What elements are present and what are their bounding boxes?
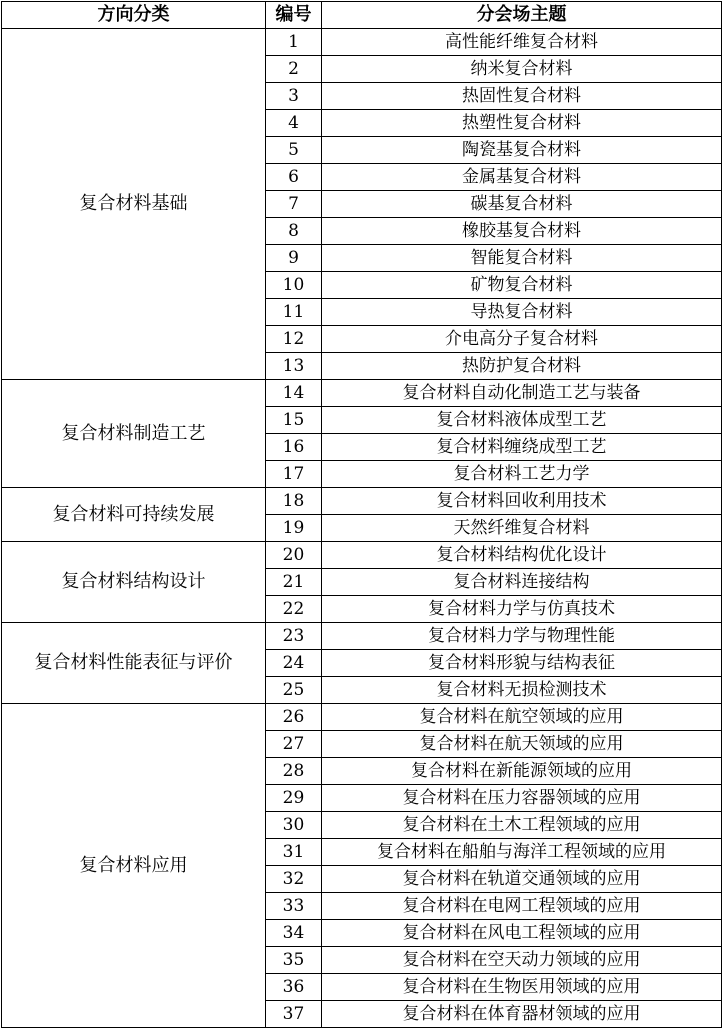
- category-cell: 复合材料可持续发展: [2, 488, 266, 542]
- topic-cell: 复合材料在新能源领域的应用: [322, 758, 722, 785]
- number-cell: 37: [266, 1001, 322, 1028]
- topic-cell: 复合材料自动化制造工艺与装备: [322, 380, 722, 407]
- number-cell: 4: [266, 110, 322, 137]
- table-row: [2, 542, 722, 569]
- number-cell: 20: [266, 542, 322, 569]
- topic-cell: 复合材料在空天动力领域的应用: [322, 947, 722, 974]
- table-body: [2, 29, 722, 1028]
- session-table: [1, 1, 722, 1028]
- category-cell: 复合材料应用: [2, 704, 266, 1028]
- number-cell: 10: [266, 272, 322, 299]
- number-cell: 22: [266, 596, 322, 623]
- number-cell: 24: [266, 650, 322, 677]
- topic-cell: 复合材料工艺力学: [322, 461, 722, 488]
- topic-cell: 复合材料缠绕成型工艺: [322, 434, 722, 461]
- number-cell: 8: [266, 218, 322, 245]
- table-row: [2, 380, 722, 407]
- topic-cell: 复合材料液体成型工艺: [322, 407, 722, 434]
- topic-cell: 天然纤维复合材料: [322, 515, 722, 542]
- table-row: [2, 29, 722, 56]
- number-cell: 34: [266, 920, 322, 947]
- number-cell: 9: [266, 245, 322, 272]
- number-cell: 16: [266, 434, 322, 461]
- number-cell: 15: [266, 407, 322, 434]
- topic-cell: 复合材料力学与物理性能: [322, 623, 722, 650]
- topic-cell: 热防护复合材料: [322, 353, 722, 380]
- topic-cell: 复合材料在生物医用领域的应用: [322, 974, 722, 1001]
- topic-cell: 复合材料结构优化设计: [322, 542, 722, 569]
- topic-cell: 纳米复合材料: [322, 56, 722, 83]
- number-cell: 32: [266, 866, 322, 893]
- number-cell: 2: [266, 56, 322, 83]
- number-cell: 11: [266, 299, 322, 326]
- number-cell: 21: [266, 569, 322, 596]
- topic-cell: 复合材料形貌与结构表征: [322, 650, 722, 677]
- topic-cell: 复合材料在船舶与海洋工程领域的应用: [322, 839, 722, 866]
- number-cell: 33: [266, 893, 322, 920]
- number-cell: 23: [266, 623, 322, 650]
- number-cell: 12: [266, 326, 322, 353]
- topic-cell: 复合材料在体育器材领域的应用: [322, 1001, 722, 1028]
- table-row: [2, 704, 722, 731]
- table-row: [2, 488, 722, 515]
- topic-cell: 复合材料在风电工程领域的应用: [322, 920, 722, 947]
- topic-cell: 复合材料在土木工程领域的应用: [322, 812, 722, 839]
- table-row: [2, 623, 722, 650]
- topic-cell: 复合材料在轨道交通领域的应用: [322, 866, 722, 893]
- number-cell: 14: [266, 380, 322, 407]
- number-cell: 31: [266, 839, 322, 866]
- category-cell: 复合材料制造工艺: [2, 380, 266, 488]
- topic-cell: 橡胶基复合材料: [322, 218, 722, 245]
- topic-cell: 复合材料在航空领域的应用: [322, 704, 722, 731]
- header-topic: 分会场主题: [322, 2, 722, 29]
- topic-cell: 矿物复合材料: [322, 272, 722, 299]
- category-cell: 复合材料性能表征与评价: [2, 623, 266, 704]
- number-cell: 26: [266, 704, 322, 731]
- number-cell: 6: [266, 164, 322, 191]
- category-cell: 复合材料基础: [2, 29, 266, 380]
- topic-cell: 金属基复合材料: [322, 164, 722, 191]
- topic-cell: 复合材料无损检测技术: [322, 677, 722, 704]
- topic-cell: 热固性复合材料: [322, 83, 722, 110]
- topic-cell: 高性能纤维复合材料: [322, 29, 722, 56]
- number-cell: 35: [266, 947, 322, 974]
- topic-cell: 复合材料连接结构: [322, 569, 722, 596]
- header-number: 编号: [266, 2, 322, 29]
- topic-cell: 复合材料在电网工程领域的应用: [322, 893, 722, 920]
- topic-cell: 复合材料在压力容器领域的应用: [322, 785, 722, 812]
- topic-cell: 复合材料回收利用技术: [322, 488, 722, 515]
- topic-cell: 陶瓷基复合材料: [322, 137, 722, 164]
- header-category: 方向分类: [2, 2, 266, 29]
- number-cell: 27: [266, 731, 322, 758]
- number-cell: 7: [266, 191, 322, 218]
- topic-cell: 复合材料力学与仿真技术: [322, 596, 722, 623]
- topic-cell: 热塑性复合材料: [322, 110, 722, 137]
- number-cell: 25: [266, 677, 322, 704]
- number-cell: 3: [266, 83, 322, 110]
- number-cell: 1: [266, 29, 322, 56]
- topic-cell: 复合材料在航天领域的应用: [322, 731, 722, 758]
- topic-cell: 碳基复合材料: [322, 191, 722, 218]
- number-cell: 17: [266, 461, 322, 488]
- topic-cell: 介电高分子复合材料: [322, 326, 722, 353]
- number-cell: 13: [266, 353, 322, 380]
- number-cell: 36: [266, 974, 322, 1001]
- number-cell: 28: [266, 758, 322, 785]
- number-cell: 19: [266, 515, 322, 542]
- header-row: [2, 2, 722, 29]
- number-cell: 5: [266, 137, 322, 164]
- number-cell: 29: [266, 785, 322, 812]
- topic-cell: 智能复合材料: [322, 245, 722, 272]
- number-cell: 18: [266, 488, 322, 515]
- category-cell: 复合材料结构设计: [2, 542, 266, 623]
- topic-cell: 导热复合材料: [322, 299, 722, 326]
- number-cell: 30: [266, 812, 322, 839]
